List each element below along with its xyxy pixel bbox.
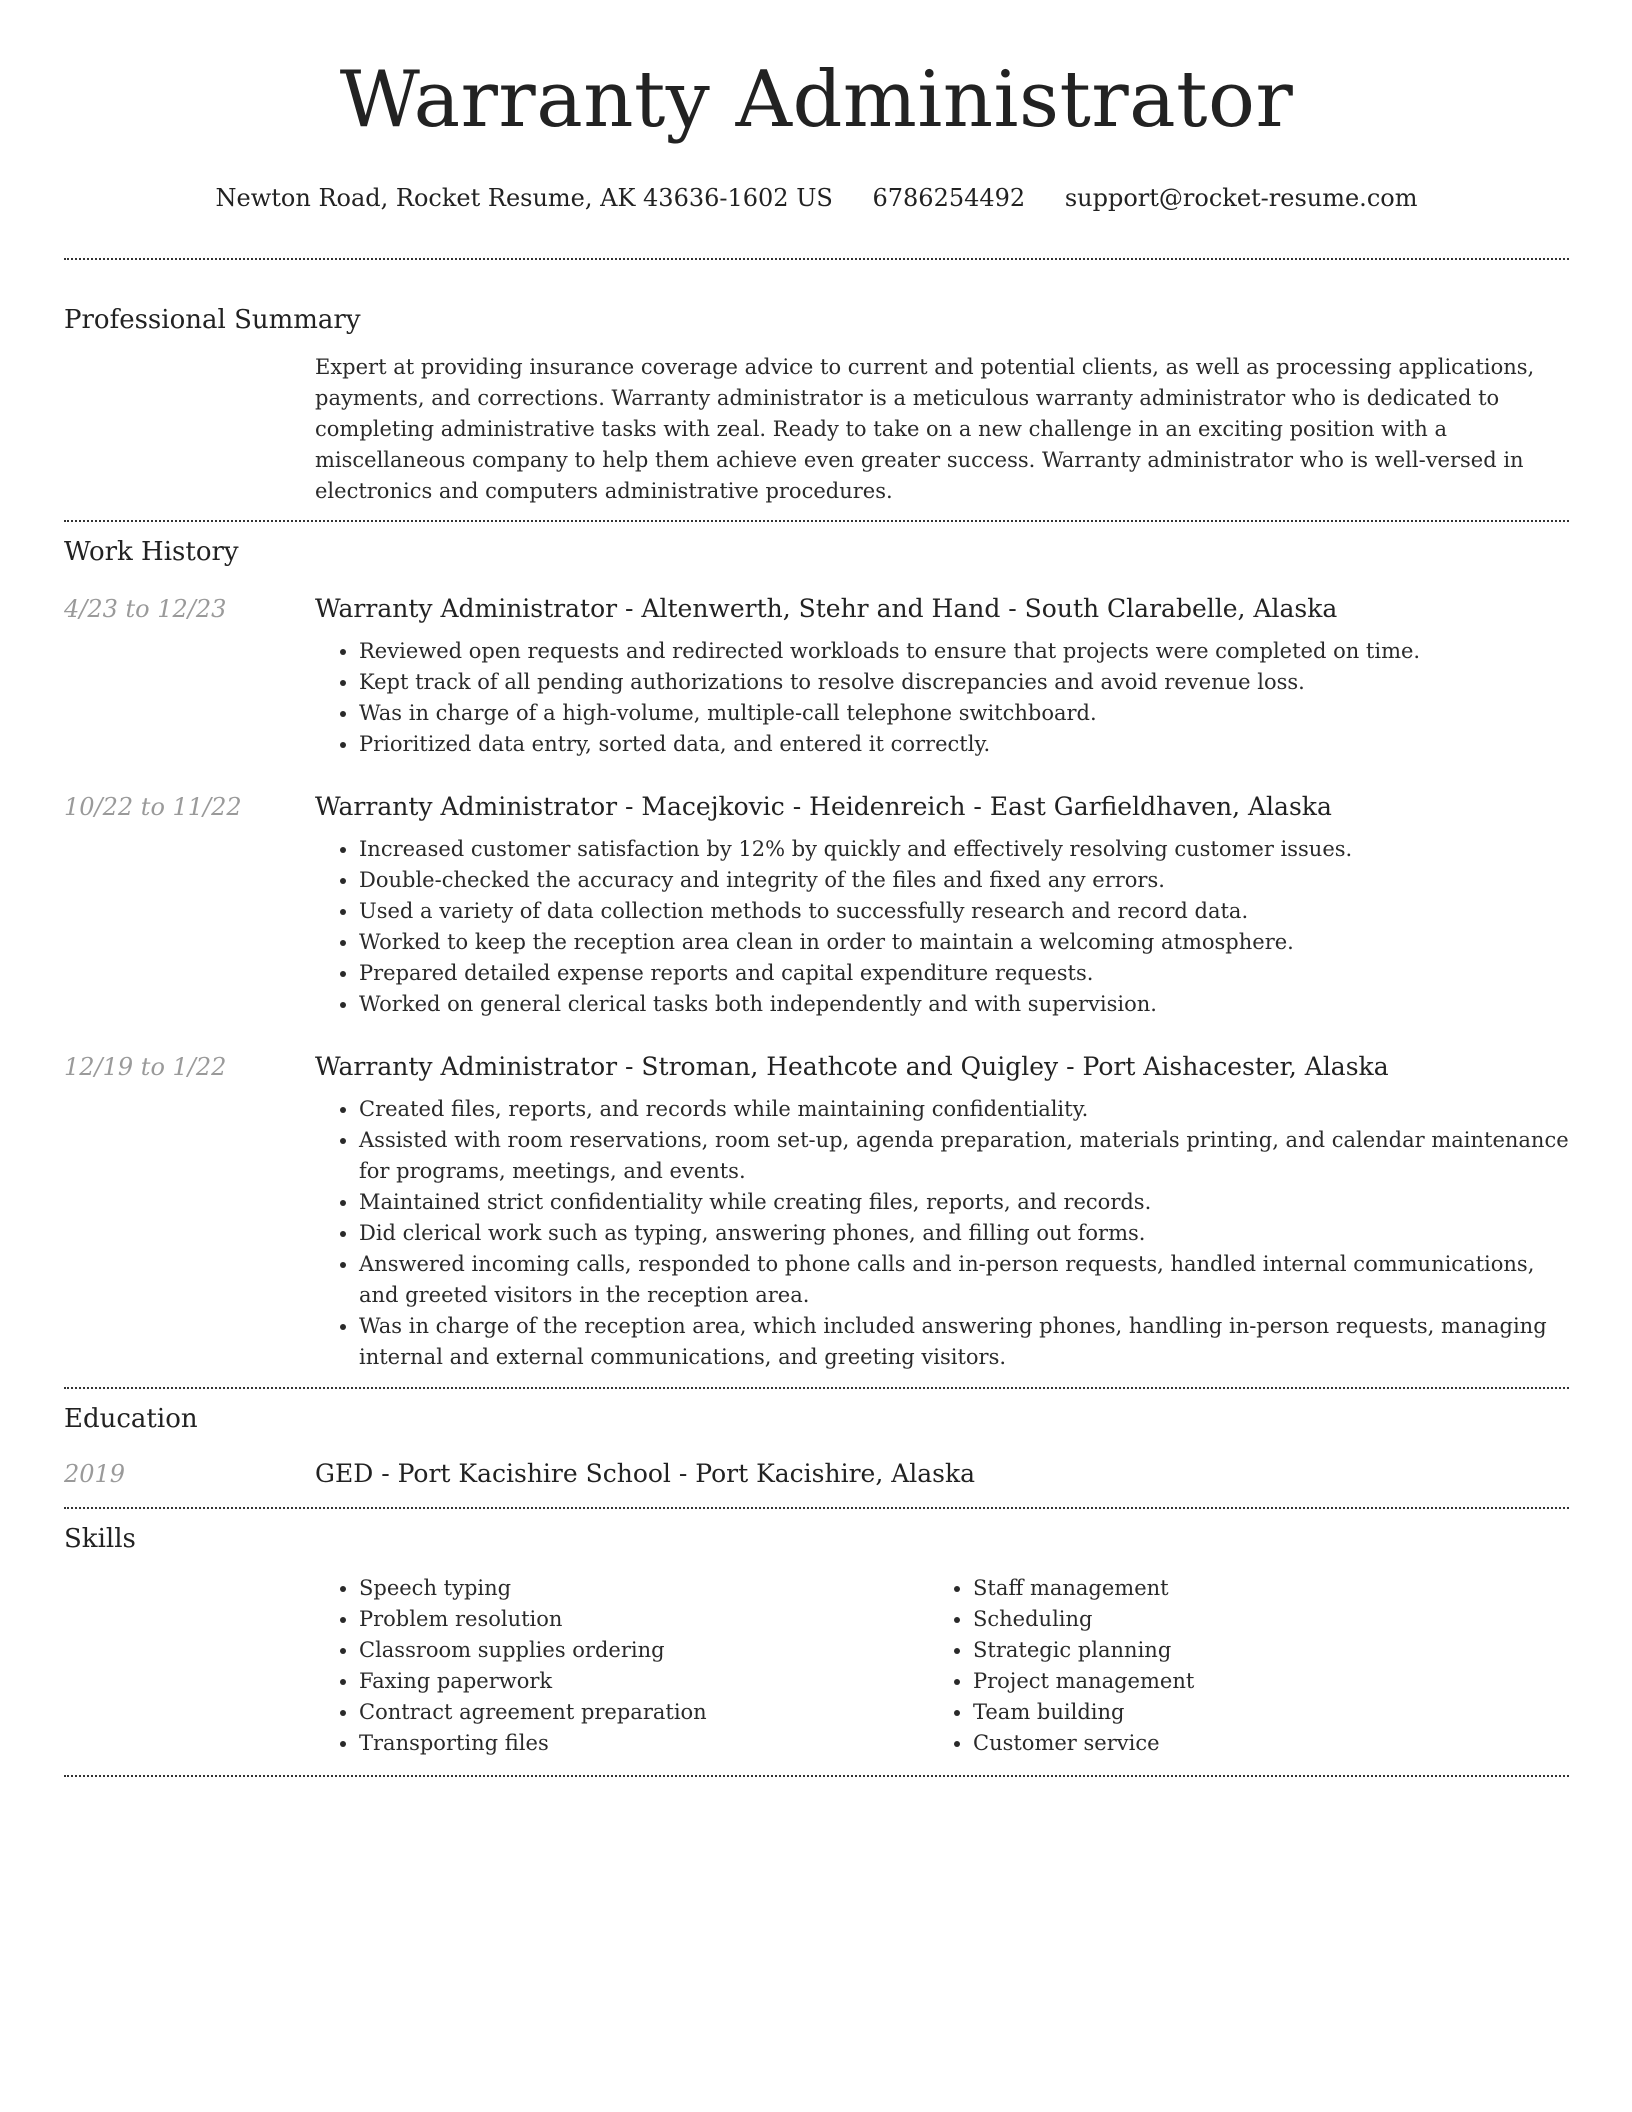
job-entry xyxy=(64,790,1569,1020)
skills-column-left xyxy=(315,1573,929,1759)
list-item: • Strategic planning xyxy=(973,1635,1533,1666)
section-title-work-history: Work History xyxy=(64,537,239,567)
job-dates: 10/22 to 11/22 xyxy=(64,793,242,821)
job-entry xyxy=(64,1050,1569,1373)
job-bullets xyxy=(315,1094,1569,1373)
list-item: • Reviewed open requests and redirected workloads to ensure that projects were completed on time. xyxy=(359,636,1569,667)
list-item: • Transporting files xyxy=(359,1728,929,1759)
section-title-summary: Professional Summary xyxy=(64,305,361,335)
section-title-skills: Skills xyxy=(64,1524,136,1554)
list-item: • Staff management xyxy=(973,1573,1533,1604)
list-item: • Created files, reports, and records while maintaining confidentiality. xyxy=(359,1094,1569,1125)
contact-line xyxy=(64,180,1569,216)
job-dates: 4/23 to 12/23 xyxy=(64,595,227,623)
list-item: • Double-checked the accuracy and integrity of the files and fixed any errors. xyxy=(359,865,1569,896)
education-date: 2019 xyxy=(64,1460,126,1488)
job-bullets xyxy=(315,834,1569,1020)
skills-column-right xyxy=(929,1573,1533,1759)
list-item: • Kept track of all pending authorizations to resolve discrepancies and avoid revenue loss. xyxy=(359,667,1569,698)
resume-page xyxy=(64,0,1569,1777)
education-heading: GED - Port Kacishire School - Port Kacishire, Alaska xyxy=(315,1459,976,1488)
education-entry xyxy=(64,1457,1569,1491)
job-heading: Warranty Administrator - Stroman, Heathcote and Quigley - Port Aishacester, Alaska xyxy=(315,1052,1389,1081)
list-item: • Used a variety of data collection methods to successfully research and record data. xyxy=(359,896,1569,927)
skills-list xyxy=(315,1573,1569,1759)
list-item: • Customer service xyxy=(973,1728,1533,1759)
job-entry xyxy=(64,592,1569,760)
job-details xyxy=(315,592,1569,760)
contact-email: support@rocket-resume.com xyxy=(1064,184,1418,212)
list-item: • Answered incoming calls, responded to phone calls and in-person requests, handled internal communications, and greeted visitors in the reception area. xyxy=(359,1249,1569,1311)
resume-name: Warranty Administrator xyxy=(339,55,1294,145)
list-item: • Prepared detailed expense reports and capital expenditure requests. xyxy=(359,958,1569,989)
divider xyxy=(64,520,1569,522)
list-item: • Was in charge of a high-volume, multiple-call telephone switchboard. xyxy=(359,698,1569,729)
divider xyxy=(64,1775,1569,1777)
list-item: • Contract agreement preparation xyxy=(359,1697,929,1728)
section-title-education: Education xyxy=(64,1404,198,1434)
list-item: • Assisted with room reservations, room set-up, agenda preparation, materials printing, and calendar maintenance for programs, meetings, and events. xyxy=(359,1125,1569,1187)
list-item: • Classroom supplies ordering xyxy=(359,1635,929,1666)
list-item: • Speech typing xyxy=(359,1573,929,1604)
divider xyxy=(64,1507,1569,1509)
job-dates: 12/19 to 1/22 xyxy=(64,1053,227,1081)
job-details xyxy=(315,1050,1569,1373)
divider xyxy=(64,258,1569,260)
list-item: • Scheduling xyxy=(973,1604,1533,1635)
list-item: • Prioritized data entry, sorted data, and entered it correctly. xyxy=(359,729,1569,760)
contact-address: Newton Road, Rocket Resume, AK 43636-1602 US xyxy=(215,184,833,212)
summary-text: Expert at providing insurance coverage advice to current and potential clients, as well as processing applications, payments, and corrections. Warranty administrator is a meticulous warranty administrator who is dedicated to completing administrative tasks with zeal. Ready to take on a new challenge in an exciting position with a miscellaneous company to help them achieve even greater success. Warranty administrator who is well-versed in electronics and computers administrative procedures. xyxy=(315,355,1535,503)
list-item: • Project management xyxy=(973,1666,1533,1697)
list-item: • Team building xyxy=(973,1697,1533,1728)
list-item: • Increased customer satisfaction by 12% by quickly and effectively resolving customer issues. xyxy=(359,834,1569,865)
job-heading: Warranty Administrator - Altenwerth, Stehr and Hand - South Clarabelle, Alaska xyxy=(315,594,1338,623)
list-item: • Did clerical work such as typing, answering phones, and filling out forms. xyxy=(359,1218,1569,1249)
job-bullets xyxy=(315,636,1569,760)
list-item: • Faxing paperwork xyxy=(359,1666,929,1697)
list-item: • Was in charge of the reception area, which included answering phones, handling in-person requests, managing internal and external communications, and greeting visitors. xyxy=(359,1311,1569,1373)
list-item: • Problem resolution xyxy=(359,1604,929,1635)
contact-phone: 6786254492 xyxy=(872,184,1026,212)
list-item: • Worked on general clerical tasks both independently and with supervision. xyxy=(359,989,1569,1020)
divider xyxy=(64,1387,1569,1389)
list-item: • Maintained strict confidentiality while creating files, reports, and records. xyxy=(359,1187,1569,1218)
job-details xyxy=(315,790,1569,1020)
job-heading: Warranty Administrator - Macejkovic - Heidenreich - East Garfieldhaven, Alaska xyxy=(315,792,1332,821)
list-item: • Worked to keep the reception area clean in order to maintain a welcoming atmosphere. xyxy=(359,927,1569,958)
